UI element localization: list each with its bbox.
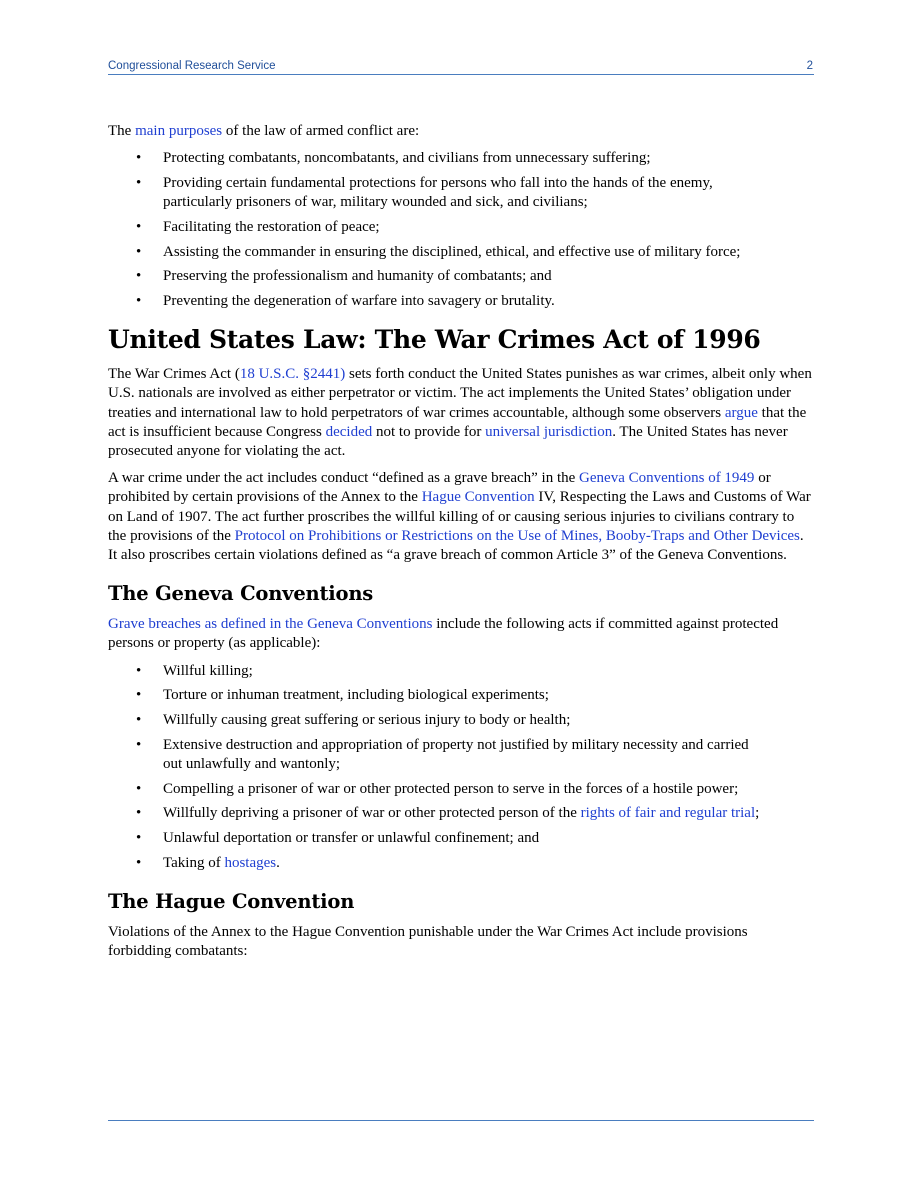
bullet-icon: • — [136, 687, 142, 704]
bullet-icon: • — [136, 805, 142, 822]
list-item: • Willfully causing great suffering or serious injury to body or health; — [108, 711, 763, 730]
list-item: • Facilitating the restoration of peace; — [108, 218, 763, 237]
list-item: • Unlawful deportation or transfer or unlawful confinement; and — [108, 829, 763, 848]
grave-breaches-list — [108, 662, 814, 873]
page-header — [108, 58, 814, 75]
list-item: • Taking of hostages. — [108, 854, 763, 873]
link-hague-convention[interactable]: Hague Convention — [421, 489, 535, 506]
page-number: 2 — [806, 60, 813, 72]
list-item: • Preventing the degeneration of warfare into savagery or brutality. — [108, 292, 763, 311]
link-rights-fair-trial[interactable]: rights of fair and regular trial — [580, 805, 756, 822]
bullet-icon: • — [136, 174, 142, 191]
bullet-icon: • — [136, 736, 142, 753]
bullet-icon: • — [136, 662, 142, 679]
link-decided[interactable]: decided — [325, 423, 373, 440]
geneva-paragraph: Grave breaches as defined in the Geneva Conventions include the following acts if committed against protected persons or property (as applicable): — [108, 616, 779, 652]
bullet-icon: • — [136, 218, 142, 235]
link-grave-breaches[interactable]: Grave breaches as defined in the Geneva Conventions — [108, 616, 433, 633]
link-usc-2441[interactable]: 18 U.S.C. §2441) — [239, 366, 346, 383]
list-item: • Willfully depriving a prisoner of war or other protected person of the rights of fair and regular trial; — [108, 804, 763, 823]
war-crimes-act-paragraph-2: A war crime under the act includes conduct “defined as a grave breach” in the Geneva Conventions of 1949 or prohibited by certain provisions of the Annex to the Hague Convention IV, Respecting the Laws and Customs of War on Land of 1907. The act further proscribes the willful killing of or causing serious injuries to civilians contrary to the provisions of the Protocol on Prohibitions or Restrictions on the Use of Mines, Booby-Traps and Other Devices. It also proscribes certain violations defined as “a grave breach of common Article 3” of the Geneva Conventions. — [108, 470, 811, 563]
bullet-icon: • — [136, 150, 142, 167]
intro-paragraph: The main purposes of the law of armed conflict are: — [108, 123, 420, 139]
link-universal-jurisdiction[interactable]: universal jurisdiction — [485, 423, 613, 440]
bullet-icon: • — [136, 780, 142, 797]
list-item: • Preserving the professionalism and humanity of combatants; and — [108, 267, 763, 286]
purposes-list — [108, 149, 814, 311]
document-body — [108, 122, 814, 969]
bullet-icon: • — [136, 854, 142, 871]
hague-paragraph: Violations of the Annex to the Hague Convention punishable under the War Crimes Act include provisions forbidding combatants: — [108, 923, 748, 960]
link-argue[interactable]: argue — [724, 404, 758, 421]
list-item: • Protecting combatants, noncombatants, and civilians from unnecessary suffering; — [108, 149, 763, 168]
bullet-icon: • — [136, 292, 142, 309]
header-source: Congressional Research Service — [108, 60, 276, 72]
section-heading-geneva-conventions: The Geneva Conventions — [108, 582, 374, 606]
link-main-purposes[interactable]: main purposes — [135, 123, 223, 139]
section-heading-war-crimes-act: United States Law: The War Crimes Act of 1996 — [108, 325, 761, 355]
bullet-icon: • — [136, 829, 142, 846]
list-item: • Assisting the commander in ensuring the disciplined, ethical, and effective use of military force; — [108, 243, 763, 262]
list-item: • Willful killing; — [108, 662, 763, 681]
bullet-icon: • — [136, 268, 142, 285]
list-item: • Torture or inhuman treatment, including biological experiments; — [108, 686, 763, 705]
link-mines-protocol[interactable]: Protocol on Prohibitions or Restrictions on the Use of Mines, Booby-Traps and Other Devices — [234, 527, 800, 544]
list-item: • Extensive destruction and appropriation of property not justified by military necessity and carried out unlawfully and wantonly; — [136, 736, 749, 772]
bullet-icon: • — [136, 243, 142, 260]
bullet-icon: • — [136, 711, 142, 728]
war-crimes-act-paragraph-1: The War Crimes Act (18 U.S.C. §2441) sets forth conduct the United States punishes as war crimes, albeit only when U.S. nationals are involved as either perpetrator or victim. The act implements the United States’ obligation under treaties and international law to hold perpetrators of war crimes accountable, although some observers argue that the act is insufficient because Congress decided not to provide for universal jurisdiction. The United States has never prosecuted anyone for violating the act. — [108, 366, 812, 459]
section-heading-hague-convention: The Hague Convention — [108, 889, 355, 913]
list-item: • Providing certain fundamental protections for persons who fall into the hands of the enemy, particularly prisoners of war, military wounded and sick, and civilians; — [136, 174, 713, 211]
list-item: • Compelling a prisoner of war or other protected person to serve in the forces of a hostile power; — [108, 780, 763, 799]
link-hostages[interactable]: hostages — [224, 854, 277, 871]
link-geneva-conventions-1949[interactable]: Geneva Conventions of 1949 — [579, 470, 755, 487]
footer-rule — [108, 1120, 814, 1121]
